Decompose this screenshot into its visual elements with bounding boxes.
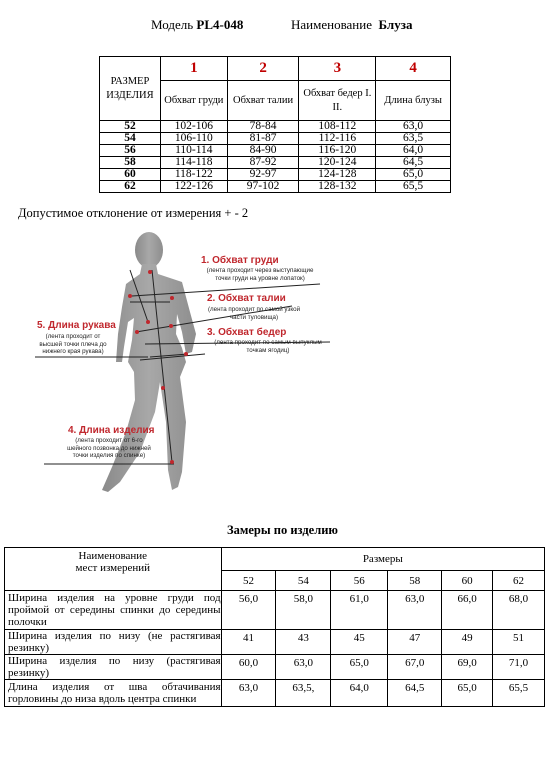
size-cell-length: 65,0	[376, 169, 451, 181]
size-cell-waist: 84-90	[227, 145, 299, 157]
model-code: PL4-048	[196, 17, 244, 32]
size-row	[100, 169, 451, 181]
model-line	[151, 17, 243, 33]
measurement-value: 63,0	[276, 655, 331, 680]
measurement-value: 49	[442, 630, 493, 655]
size-row	[100, 145, 451, 157]
measurement-value: 69,0	[442, 655, 493, 680]
measurement-value: 66,0	[442, 591, 493, 630]
size-cell-size: 62	[100, 181, 161, 193]
tolerance-note: Допустимое отклонение от измерения + - 2	[18, 206, 249, 220]
size-cell-waist: 87-92	[227, 157, 299, 169]
size-cell-chest: 106-110	[160, 133, 227, 145]
size-cell-length: 63,0	[376, 121, 451, 133]
measurement-value: 63,0	[221, 680, 276, 707]
size-row	[100, 121, 451, 133]
annotation-2-note: (лента проходит по самой узкой части туловища)	[207, 306, 301, 321]
col-4-label: Длина блузы	[376, 81, 451, 121]
annotation-4-note: (лента проходит от 6-го шейного позвонка до нижней точки изделия по спинке)	[67, 437, 151, 459]
size-cell-size: 56	[100, 145, 161, 157]
size-cell-chest: 102-106	[160, 121, 227, 133]
size-cell-chest: 118-122	[160, 169, 227, 181]
measurement-value: 61,0	[331, 591, 388, 630]
size-header: РАЗМЕР ИЗДЕЛИЯ	[100, 57, 161, 121]
size-col-header: 56	[331, 571, 388, 591]
measurement-value: 45	[331, 630, 388, 655]
size-row	[100, 157, 451, 169]
annotation-3-title: 3. Обхват бедер	[207, 327, 287, 338]
col-2-number: 2	[227, 57, 299, 81]
measurement-value: 71,0	[493, 655, 545, 680]
size-cell-hips: 124-128	[299, 169, 376, 181]
size-cell-chest: 114-118	[160, 157, 227, 169]
measurement-value: 47	[388, 630, 442, 655]
size-cell-length: 63,5	[376, 133, 451, 145]
measurement-value: 65,0	[331, 655, 388, 680]
size-table	[99, 56, 451, 193]
measurement-value: 65,5	[493, 680, 545, 707]
size-cell-size: 60	[100, 169, 161, 181]
name-value: Блуза	[378, 17, 413, 32]
col-2-label: Обхват талии	[227, 81, 299, 121]
size-cell-waist: 92-97	[227, 169, 299, 181]
size-cell-length: 64,0	[376, 145, 451, 157]
col-1-number: 1	[160, 57, 227, 81]
measurement-name: Ширина изделия на уровне груди под проймой от середины спинки до середины полочки	[5, 591, 222, 630]
size-cell-chest: 110-114	[160, 145, 227, 157]
name-line	[291, 17, 412, 33]
measurement-value: 58,0	[276, 591, 331, 630]
size-cell-hips: 116-120	[299, 145, 376, 157]
size-col-header: 62	[493, 571, 545, 591]
col-3-label-text: Обхват бедер I. II.	[303, 87, 372, 113]
col-1-label: Обхват груди	[160, 81, 227, 121]
size-cell-chest: 122-126	[160, 181, 227, 193]
size-cell-length: 65,5	[376, 181, 451, 193]
size-col-header: 60	[442, 571, 493, 591]
col-3-label	[299, 81, 376, 121]
measurement-value: 64,0	[331, 680, 388, 707]
measurement-value: 65,0	[442, 680, 493, 707]
annotation-2-title: 2. Обхват талии	[207, 293, 286, 304]
annotation-5-title: 5. Длина рукава	[37, 320, 116, 331]
size-cell-waist: 97-102	[227, 181, 299, 193]
measurement-row	[5, 630, 545, 655]
garment-table-title: Замеры по изделию	[227, 523, 338, 537]
measurement-row	[5, 591, 545, 630]
model-label: Модель	[151, 17, 194, 32]
measurement-value: 67,0	[388, 655, 442, 680]
measurement-value: 56,0	[221, 591, 276, 630]
size-cell-size: 54	[100, 133, 161, 145]
size-cell-size: 58	[100, 157, 161, 169]
size-cell-hips: 128-132	[299, 181, 376, 193]
size-col-header: 58	[388, 571, 442, 591]
size-row	[100, 181, 451, 193]
measurement-row	[5, 680, 545, 707]
measurement-value: 41	[221, 630, 276, 655]
annotation-1-title: 1. Обхват груди	[201, 255, 279, 266]
measurement-name: Длина изделия от шва обтачивания горловины до низа вдоль центра спинки	[5, 680, 222, 707]
size-cell-waist: 81-87	[227, 133, 299, 145]
measurement-value: 63,5,	[276, 680, 331, 707]
measurement-value: 60,0	[221, 655, 276, 680]
measurement-value: 63,0	[388, 591, 442, 630]
size-cell-waist: 78-84	[227, 121, 299, 133]
name-header: Наименование мест измерений	[5, 548, 222, 591]
garment-table	[4, 547, 545, 707]
sizes-header: Размеры	[221, 548, 544, 571]
annotation-4-title: 4. Длина изделия	[68, 425, 155, 436]
size-col-header: 54	[276, 571, 331, 591]
measurement-row	[5, 655, 545, 680]
annotation-5-note: (лента проходит от высшей точки плеча до нижнего края рукава)	[39, 333, 107, 355]
measurement-value: 51	[493, 630, 545, 655]
size-cell-length: 64,5	[376, 157, 451, 169]
size-col-header: 52	[221, 571, 276, 591]
measurement-name: Ширина изделия по низу (растягивая резинку)	[5, 655, 222, 680]
name-label: Наименование	[291, 17, 372, 32]
annotation-1-note: (лента проходит через выступающие точки груди на уровне лопаток)	[206, 267, 314, 282]
col-3-number: 3	[299, 57, 376, 81]
size-cell-size: 52	[100, 121, 161, 133]
measurement-name: Ширина изделия по низу (не растягивая резинку)	[5, 630, 222, 655]
size-cell-hips: 108-112	[299, 121, 376, 133]
annotation-3-note: (лента проходит по самым выпуклым точкам ягодиц)	[214, 339, 322, 354]
size-cell-hips: 120-124	[299, 157, 376, 169]
size-cell-hips: 112-116	[299, 133, 376, 145]
size-row	[100, 133, 451, 145]
measurement-value: 68,0	[493, 591, 545, 630]
measurement-value: 64,5	[388, 680, 442, 707]
col-4-number: 4	[376, 57, 451, 81]
measurement-value: 43	[276, 630, 331, 655]
